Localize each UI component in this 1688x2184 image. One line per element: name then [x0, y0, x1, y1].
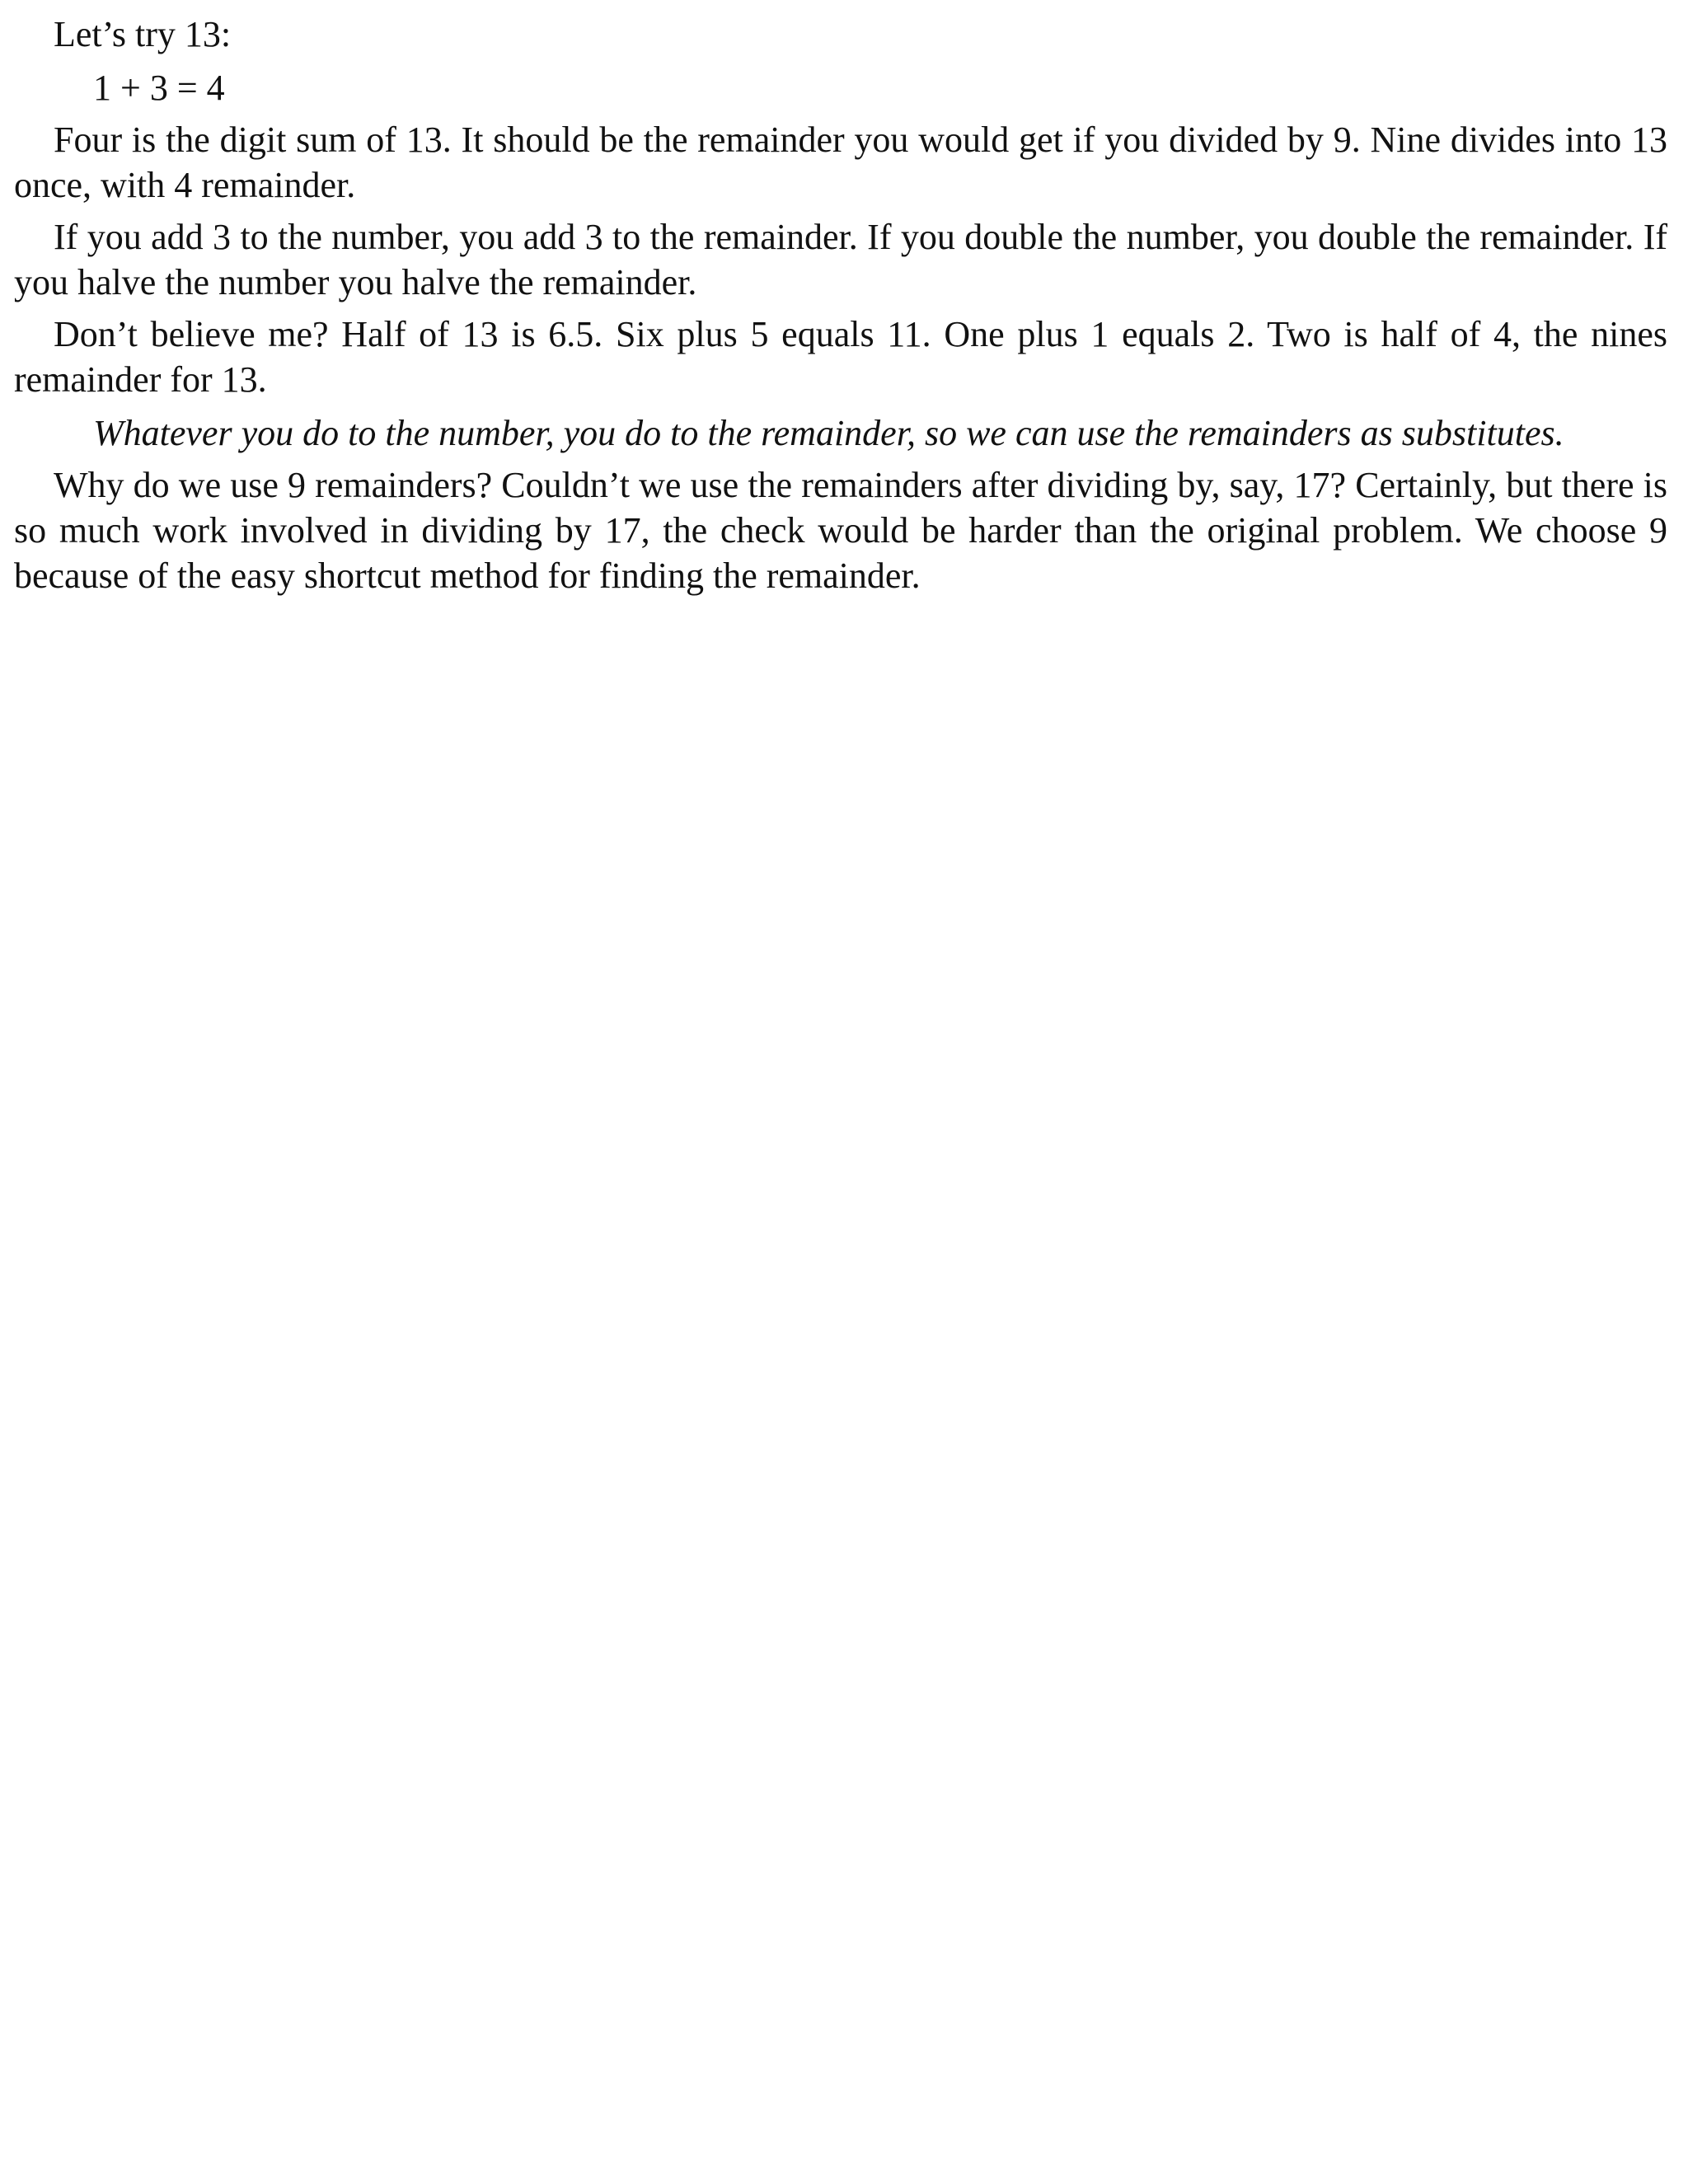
- lead-line: Let’s try 13:: [54, 14, 232, 54]
- paragraph-operations: If you add 3 to the number, you add 3 to the remainder. If you double the number, you double the remainder. If you halve the number you halve the remainder.: [14, 217, 1667, 302]
- digit-sum-equation: 1 + 3 = 4: [93, 68, 225, 108]
- paragraph-digit-sum: Four is the digit sum of 13. It should be the remainder you would get if you divided by 9. Nine divides into 13 once, with 4 remainder.: [14, 120, 1667, 205]
- paragraph-why-nine: Why do we use 9 remainders? Couldn’t we use the remainders after dividing by, say, 17? Certainly, but there is so much work involved in dividing by 17, the check would be harder than the original problem. We choose 9 because of the easy shortcut method for finding the remainder.: [14, 465, 1667, 596]
- emphasized-statement: Whatever you do to the number, you do to the remainder, so we can use the remainders as substitutes.: [93, 413, 1564, 453]
- paragraph-example: Don’t believe me? Half of 13 is 6.5. Six plus 5 equals 11. One plus 1 equals 2. Two is half of 4, the nines remainder for 13.: [14, 314, 1667, 400]
- document-text: [14, 12, 1667, 598]
